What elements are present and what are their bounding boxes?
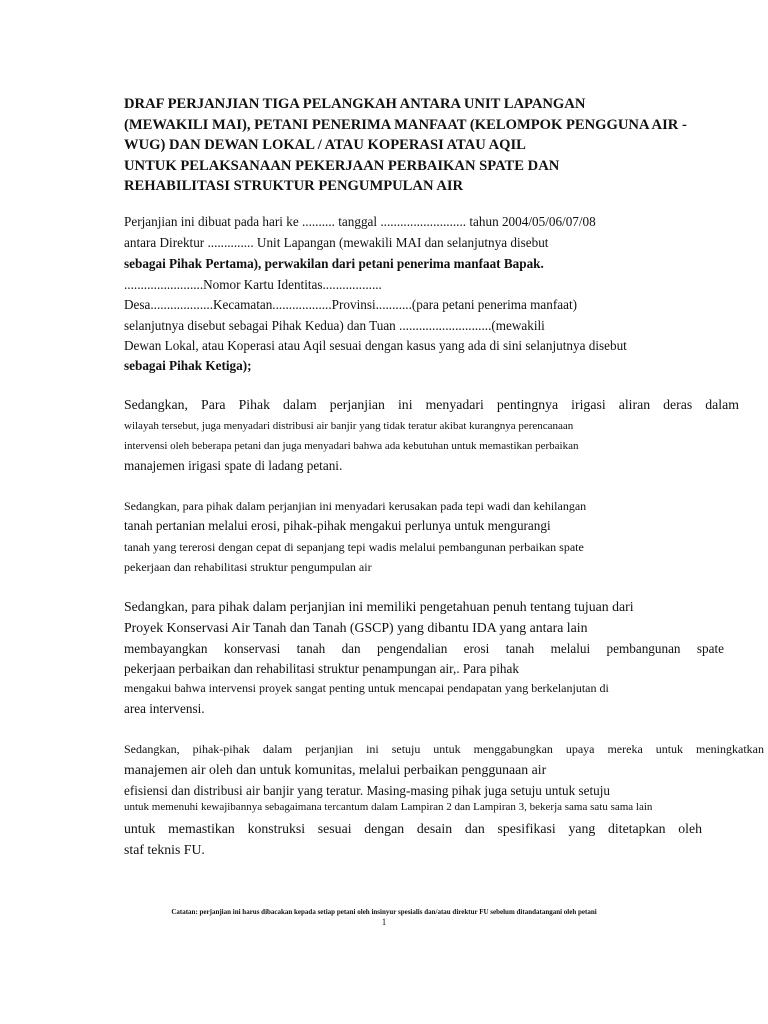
title-line: DRAF PERJANJIAN TIGA PELANGKAH ANTARA UNIT LAPANGAN [124,96,586,112]
para4-line: efisiensi dan distribusi air banjir yang teratur. Masing-masing pihak juga setuju untuk setuju [124,783,611,798]
intro-line: selanjutnya disebut sebagai Pihak Kedua) dan Tuan ............................(mewakili [124,318,545,333]
para3-line: mengakui bahwa intervensi proyek sangat penting untuk mencapai pendapatan yang berkelanjutan di [124,681,609,695]
title-line: (MEWAKILI MAI), PETANI PENERIMA MANFAAT (KELOMPOK PENGGUNA AIR - [124,116,687,133]
intro-line: Desa...................Kecamatan..................Provinsi...........(para petani penerima manfaat) [124,297,577,312]
para3-line: membayangkan konservasi tanah dan pengendalian erosi tanah melalui pembangunan spate [124,641,724,656]
para3-line: Sedangkan, para pihak dalam perjanjian ini memiliki pengetahuan penuh tentang tujuan dari [124,599,634,614]
para1-line: manajemen irigasi spate di ladang petani. [124,458,343,473]
para4-line: manajemen air oleh dan untuk komunitas, melalui perbaikan penggunaan air [124,762,547,777]
title-line: WUG) DAN DEWAN LOKAL / ATAU KOPERASI ATAU AQIL [124,137,526,153]
para3-line: Proyek Konservasi Air Tanah dan Tanah (GSCP) yang dibantu IDA yang antara lain [124,620,588,635]
para1-line: intervensi oleh beberapa petani dan juga menyadari bahwa ada kebutuhan untuk memastikan perbaikan [124,440,579,452]
para2-line: pekerjaan dan rehabilitasi struktur pengumpulan air [124,560,372,574]
para4-line: untuk memastikan konstruksi sesuai dengan desain dan spesifikasi yang ditetapkan oleh [124,821,702,836]
page-number: 1 [381,917,387,927]
intro-line: antara Direktur .............. Unit Lapangan (mewakili MAI dan selanjutnya disebut [124,235,549,250]
para4-line: staf teknis FU. [124,842,205,857]
para4-line: Sedangkan, pihak-pihak dalam perjanjian ini setuju untuk menggabungkan upaya mereka untuk meningkatkan [124,742,764,756]
para2-line: tanah yang tererosi dengan cepat di sepanjang tepi wadis melalui pembangunan perbaikan spate [124,540,584,554]
para2-line: Sedangkan, para pihak dalam perjanjian ini menyadari kerusakan pada tepi wadi dan kehilangan [124,499,587,513]
footnote: Catatan: perjanjian ini harus dibacakan kepada setiap petani oleh insinyur spesialis dan/atau direktur FU sebelum ditandatangani oleh petani [171,908,597,916]
para4-line: untuk memenuhi kewajibannya sebagaimana tercantum dalam Lampiran 2 dan Lampiran 3, bekerja sama satu sama lain [124,801,653,813]
title-line: UNTUK PELAKSANAAN PEKERJAAN PERBAIKAN SPATE DAN [124,157,560,174]
para3-line: area intervensi. [124,701,205,716]
para1-line: Sedangkan, Para Pihak dalam perjanjian ini menyadari pentingnya irigasi aliran deras dalam [124,397,739,412]
intro-line: Perjanjian ini dibuat pada hari ke .......... tanggal .......................... tahun 2004/05/06/07/08 [124,214,596,229]
intro-line: sebagai Pihak Pertama), perwakilan dari petani penerima manfaat Bapak. [124,256,544,271]
intro-line: Dewan Lokal, atau Koperasi atau Aqil sesuai dengan kasus yang ada di sini selanjutnya disebut [124,338,627,353]
para3-line: pekerjaan perbaikan dan rehabilitasi struktur penampungan air,. Para pihak [124,661,519,676]
para2-line: tanah pertanian melalui erosi, pihak-pihak mengakui perlunya untuk mengurangi [124,518,551,533]
intro-line: sebagai Pihak Ketiga); [124,358,252,373]
para1-line: wilayah tersebut, juga menyadari distribusi air banjir yang tidak teratur akibat kurangnya perencanaan [124,420,574,432]
title-line: REHABILITASI STRUKTUR PENGUMPULAN AIR [124,178,464,194]
document-title [124,94,744,197]
intro-line: ........................Nomor Kartu Identitas.................. [124,277,382,292]
